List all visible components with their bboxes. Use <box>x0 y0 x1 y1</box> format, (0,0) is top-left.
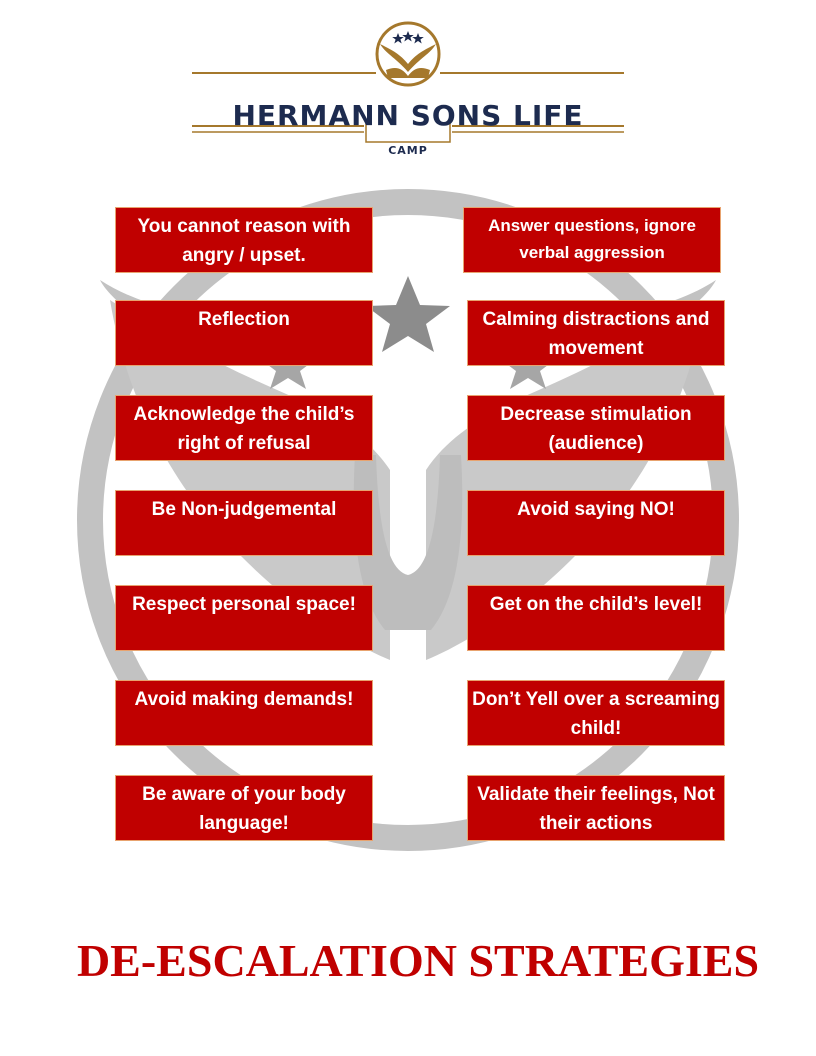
strategy-box <box>467 775 725 841</box>
strategy-box <box>115 680 373 746</box>
strategy-box <box>115 395 373 461</box>
strategy-box <box>115 300 373 366</box>
strategy-label: Calming distractions and movement <box>482 309 710 359</box>
strategy-box <box>463 207 721 273</box>
strategy-box <box>115 207 373 273</box>
strategy-box <box>115 775 373 841</box>
strategy-label: You cannot reason with angry / upset. <box>137 216 351 266</box>
strategy-label: Answer questions, ignore verbal aggression <box>488 216 696 262</box>
strategy-box <box>115 490 373 556</box>
strategy-box <box>467 300 725 366</box>
strategy-label: Validate their feelings, Not their actions <box>477 784 715 834</box>
strategy-label: Be Non-judgemental <box>151 499 337 520</box>
logo-subtitle: CAMP <box>388 144 428 157</box>
strategy-label: Respect personal space! <box>132 594 356 615</box>
logo-wordmark: HERMANN SONS LIFE <box>232 99 584 132</box>
strategy-box <box>467 585 725 651</box>
strategy-label: Be aware of your body language! <box>142 784 346 834</box>
page-title: DE-ESCALATION STRATEGIES <box>76 935 760 986</box>
strategy-box <box>115 585 373 651</box>
strategy-box <box>467 680 725 746</box>
strategy-box <box>467 490 725 556</box>
strategy-box <box>467 395 725 461</box>
strategy-label: Reflection <box>198 309 290 330</box>
strategy-label: Avoid saying NO! <box>517 499 675 520</box>
strategy-label: Get on the child’s level! <box>489 594 703 615</box>
strategy-label: Avoid making demands! <box>134 689 354 710</box>
strategy-label: Decrease stimulation (audience) <box>500 404 692 454</box>
strategy-label: Acknowledge the child’s right of refusal <box>133 404 355 454</box>
strategy-label: Don’t Yell over a screaming child! <box>472 689 720 739</box>
hermann-sons-logo <box>190 20 626 157</box>
